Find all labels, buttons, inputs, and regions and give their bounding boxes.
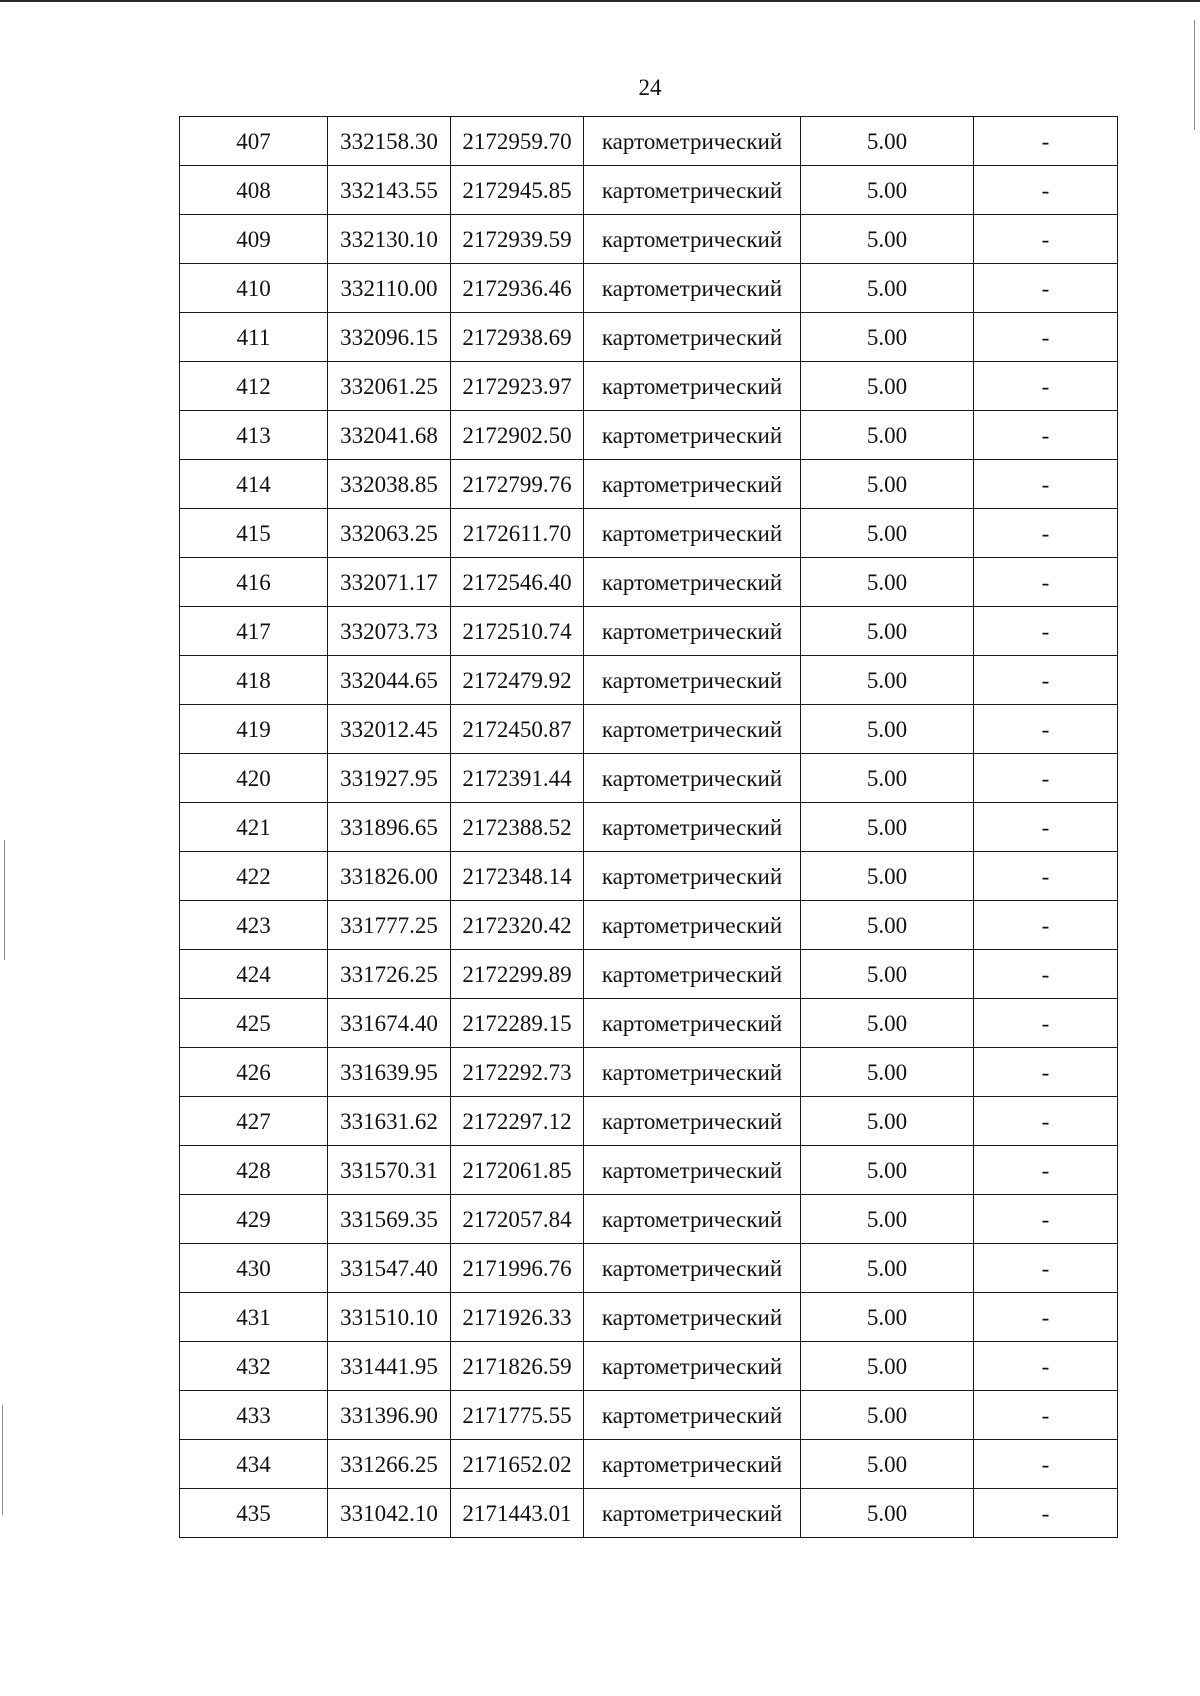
y-coordinate-cell: 2172450.87	[451, 705, 584, 754]
method-cell: картометрический	[584, 313, 801, 362]
accuracy-cell: 5.00	[801, 1342, 974, 1391]
table-row	[180, 1097, 1118, 1146]
x-coordinate-cell: 332041.68	[328, 411, 451, 460]
y-coordinate-cell: 2172939.59	[451, 215, 584, 264]
accuracy-cell: 5.00	[801, 460, 974, 509]
point-number-cell: 425	[180, 999, 328, 1048]
method-cell: картометрический	[584, 1195, 801, 1244]
note-cell: -	[974, 754, 1118, 803]
y-coordinate-cell: 2172510.74	[451, 607, 584, 656]
method-cell: картометрический	[584, 411, 801, 460]
accuracy-cell: 5.00	[801, 1440, 974, 1489]
accuracy-cell: 5.00	[801, 1097, 974, 1146]
table-row	[180, 999, 1118, 1048]
y-coordinate-cell: 2172061.85	[451, 1146, 584, 1195]
x-coordinate-cell: 331631.62	[328, 1097, 451, 1146]
note-cell: -	[974, 852, 1118, 901]
note-cell: -	[974, 166, 1118, 215]
point-number-cell: 419	[180, 705, 328, 754]
point-number-cell: 411	[180, 313, 328, 362]
accuracy-cell: 5.00	[801, 607, 974, 656]
y-coordinate-cell: 2171652.02	[451, 1440, 584, 1489]
point-number-cell: 412	[180, 362, 328, 411]
point-number-cell: 433	[180, 1391, 328, 1440]
table-row	[180, 362, 1118, 411]
method-cell: картометрический	[584, 1489, 801, 1538]
x-coordinate-cell: 331826.00	[328, 852, 451, 901]
accuracy-cell: 5.00	[801, 1195, 974, 1244]
note-cell: -	[974, 117, 1118, 166]
x-coordinate-cell: 332071.17	[328, 558, 451, 607]
method-cell: картометрический	[584, 1293, 801, 1342]
accuracy-cell: 5.00	[801, 999, 974, 1048]
accuracy-cell: 5.00	[801, 362, 974, 411]
point-number-cell: 426	[180, 1048, 328, 1097]
x-coordinate-cell: 332130.10	[328, 215, 451, 264]
accuracy-cell: 5.00	[801, 656, 974, 705]
point-number-cell: 430	[180, 1244, 328, 1293]
table-row	[180, 460, 1118, 509]
table-row	[180, 313, 1118, 362]
x-coordinate-cell: 332073.73	[328, 607, 451, 656]
accuracy-cell: 5.00	[801, 1146, 974, 1195]
table-row	[180, 166, 1118, 215]
method-cell: картометрический	[584, 607, 801, 656]
method-cell: картометрический	[584, 460, 801, 509]
table-row	[180, 117, 1118, 166]
accuracy-cell: 5.00	[801, 215, 974, 264]
y-coordinate-cell: 2172299.89	[451, 950, 584, 999]
table-row	[180, 1391, 1118, 1440]
note-cell: -	[974, 509, 1118, 558]
accuracy-cell: 5.00	[801, 1244, 974, 1293]
method-cell: картометрический	[584, 166, 801, 215]
page-number: 24	[638, 75, 662, 100]
x-coordinate-cell: 331726.25	[328, 950, 451, 999]
x-coordinate-cell: 332044.65	[328, 656, 451, 705]
point-number-cell: 410	[180, 264, 328, 313]
y-coordinate-cell: 2172297.12	[451, 1097, 584, 1146]
point-number-cell: 435	[180, 1489, 328, 1538]
x-coordinate-cell: 331042.10	[328, 1489, 451, 1538]
table-row	[180, 1293, 1118, 1342]
accuracy-cell: 5.00	[801, 313, 974, 362]
point-number-cell: 427	[180, 1097, 328, 1146]
note-cell: -	[974, 1391, 1118, 1440]
table-row	[180, 1195, 1118, 1244]
note-cell: -	[974, 1048, 1118, 1097]
note-cell: -	[974, 313, 1118, 362]
x-coordinate-cell: 331927.95	[328, 754, 451, 803]
table-row	[180, 803, 1118, 852]
point-number-cell: 414	[180, 460, 328, 509]
accuracy-cell: 5.00	[801, 411, 974, 460]
x-coordinate-cell: 332038.85	[328, 460, 451, 509]
point-number-cell: 434	[180, 1440, 328, 1489]
method-cell: картометрический	[584, 1440, 801, 1489]
table-row	[180, 215, 1118, 264]
y-coordinate-cell: 2172938.69	[451, 313, 584, 362]
table-row	[180, 1244, 1118, 1293]
x-coordinate-cell: 332061.25	[328, 362, 451, 411]
y-coordinate-cell: 2172799.76	[451, 460, 584, 509]
method-cell: картометрический	[584, 999, 801, 1048]
note-cell: -	[974, 1489, 1118, 1538]
x-coordinate-cell: 331547.40	[328, 1244, 451, 1293]
note-cell: -	[974, 1293, 1118, 1342]
x-coordinate-cell: 332143.55	[328, 166, 451, 215]
point-number-cell: 423	[180, 901, 328, 950]
note-cell: -	[974, 607, 1118, 656]
method-cell: картометрический	[584, 117, 801, 166]
note-cell: -	[974, 362, 1118, 411]
y-coordinate-cell: 2172320.42	[451, 901, 584, 950]
note-cell: -	[974, 1195, 1118, 1244]
accuracy-cell: 5.00	[801, 1293, 974, 1342]
y-coordinate-cell: 2172289.15	[451, 999, 584, 1048]
method-cell: картометрический	[584, 509, 801, 558]
accuracy-cell: 5.00	[801, 264, 974, 313]
note-cell: -	[974, 950, 1118, 999]
table-row	[180, 705, 1118, 754]
table-row	[180, 411, 1118, 460]
accuracy-cell: 5.00	[801, 166, 974, 215]
method-cell: картометрический	[584, 852, 801, 901]
x-coordinate-cell: 331266.25	[328, 1440, 451, 1489]
accuracy-cell: 5.00	[801, 705, 974, 754]
y-coordinate-cell: 2172479.92	[451, 656, 584, 705]
y-coordinate-cell: 2171775.55	[451, 1391, 584, 1440]
x-coordinate-cell: 331777.25	[328, 901, 451, 950]
accuracy-cell: 5.00	[801, 901, 974, 950]
method-cell: картометрический	[584, 1244, 801, 1293]
point-number-cell: 407	[180, 117, 328, 166]
coordinates-table	[179, 116, 1118, 1538]
point-number-cell: 432	[180, 1342, 328, 1391]
note-cell: -	[974, 656, 1118, 705]
x-coordinate-cell: 331569.35	[328, 1195, 451, 1244]
table-row	[180, 1489, 1118, 1538]
method-cell: картометрический	[584, 705, 801, 754]
x-coordinate-cell: 331441.95	[328, 1342, 451, 1391]
note-cell: -	[974, 1244, 1118, 1293]
y-coordinate-cell: 2172936.46	[451, 264, 584, 313]
note-cell: -	[974, 460, 1118, 509]
method-cell: картометрический	[584, 901, 801, 950]
accuracy-cell: 5.00	[801, 1048, 974, 1097]
point-number-cell: 421	[180, 803, 328, 852]
accuracy-cell: 5.00	[801, 803, 974, 852]
method-cell: картометрический	[584, 362, 801, 411]
y-coordinate-cell: 2172902.50	[451, 411, 584, 460]
point-number-cell: 413	[180, 411, 328, 460]
y-coordinate-cell: 2172057.84	[451, 1195, 584, 1244]
method-cell: картометрический	[584, 1146, 801, 1195]
y-coordinate-cell: 2172348.14	[451, 852, 584, 901]
method-cell: картометрический	[584, 656, 801, 705]
accuracy-cell: 5.00	[801, 1489, 974, 1538]
method-cell: картометрический	[584, 1391, 801, 1440]
point-number-cell: 418	[180, 656, 328, 705]
table-row	[180, 754, 1118, 803]
top-rule	[0, 0, 1200, 2]
point-number-cell: 420	[180, 754, 328, 803]
table-row	[180, 509, 1118, 558]
note-cell: -	[974, 999, 1118, 1048]
table-row	[180, 1146, 1118, 1195]
y-coordinate-cell: 2172391.44	[451, 754, 584, 803]
table-row	[180, 656, 1118, 705]
y-coordinate-cell: 2171826.59	[451, 1342, 584, 1391]
note-cell: -	[974, 558, 1118, 607]
x-coordinate-cell: 332158.30	[328, 117, 451, 166]
y-coordinate-cell: 2172923.97	[451, 362, 584, 411]
x-coordinate-cell: 332063.25	[328, 509, 451, 558]
x-coordinate-cell: 331570.31	[328, 1146, 451, 1195]
scan-margin-mark	[4, 840, 5, 960]
y-coordinate-cell: 2171443.01	[451, 1489, 584, 1538]
table-row	[180, 950, 1118, 999]
note-cell: -	[974, 901, 1118, 950]
point-number-cell: 429	[180, 1195, 328, 1244]
point-number-cell: 417	[180, 607, 328, 656]
method-cell: картометрический	[584, 264, 801, 313]
point-number-cell: 424	[180, 950, 328, 999]
x-coordinate-cell: 331639.95	[328, 1048, 451, 1097]
note-cell: -	[974, 264, 1118, 313]
method-cell: картометрический	[584, 950, 801, 999]
method-cell: картометрический	[584, 803, 801, 852]
method-cell: картометрический	[584, 1342, 801, 1391]
table-row	[180, 1440, 1118, 1489]
y-coordinate-cell: 2172388.52	[451, 803, 584, 852]
note-cell: -	[974, 705, 1118, 754]
table-row	[180, 1048, 1118, 1097]
note-cell: -	[974, 1440, 1118, 1489]
table-row	[180, 901, 1118, 950]
point-number-cell: 422	[180, 852, 328, 901]
note-cell: -	[974, 1097, 1118, 1146]
method-cell: картометрический	[584, 215, 801, 264]
x-coordinate-cell: 332012.45	[328, 705, 451, 754]
point-number-cell: 409	[180, 215, 328, 264]
x-coordinate-cell: 331510.10	[328, 1293, 451, 1342]
y-coordinate-cell: 2172292.73	[451, 1048, 584, 1097]
y-coordinate-cell: 2171996.76	[451, 1244, 584, 1293]
table-row	[180, 607, 1118, 656]
method-cell: картометрический	[584, 1097, 801, 1146]
note-cell: -	[974, 1146, 1118, 1195]
point-number-cell: 415	[180, 509, 328, 558]
y-coordinate-cell: 2172611.70	[451, 509, 584, 558]
y-coordinate-cell: 2172945.85	[451, 166, 584, 215]
note-cell: -	[974, 803, 1118, 852]
note-cell: -	[974, 1342, 1118, 1391]
method-cell: картометрический	[584, 1048, 801, 1097]
accuracy-cell: 5.00	[801, 754, 974, 803]
table-row	[180, 558, 1118, 607]
point-number-cell: 416	[180, 558, 328, 607]
x-coordinate-cell: 331396.90	[328, 1391, 451, 1440]
accuracy-cell: 5.00	[801, 852, 974, 901]
accuracy-cell: 5.00	[801, 117, 974, 166]
y-coordinate-cell: 2171926.33	[451, 1293, 584, 1342]
note-cell: -	[974, 411, 1118, 460]
accuracy-cell: 5.00	[801, 1391, 974, 1440]
y-coordinate-cell: 2172959.70	[451, 117, 584, 166]
note-cell: -	[974, 215, 1118, 264]
table-row	[180, 264, 1118, 313]
accuracy-cell: 5.00	[801, 558, 974, 607]
method-cell: картометрический	[584, 558, 801, 607]
x-coordinate-cell: 331674.40	[328, 999, 451, 1048]
accuracy-cell: 5.00	[801, 950, 974, 999]
accuracy-cell: 5.00	[801, 509, 974, 558]
method-cell: картометрический	[584, 754, 801, 803]
x-coordinate-cell: 332110.00	[328, 264, 451, 313]
y-coordinate-cell: 2172546.40	[451, 558, 584, 607]
coordinates-table-body	[180, 117, 1118, 1538]
x-coordinate-cell: 332096.15	[328, 313, 451, 362]
table-row	[180, 1342, 1118, 1391]
point-number-cell: 408	[180, 166, 328, 215]
point-number-cell: 431	[180, 1293, 328, 1342]
scan-margin-mark	[2, 1405, 3, 1515]
point-number-cell: 428	[180, 1146, 328, 1195]
table-row	[180, 852, 1118, 901]
x-coordinate-cell: 331896.65	[328, 803, 451, 852]
